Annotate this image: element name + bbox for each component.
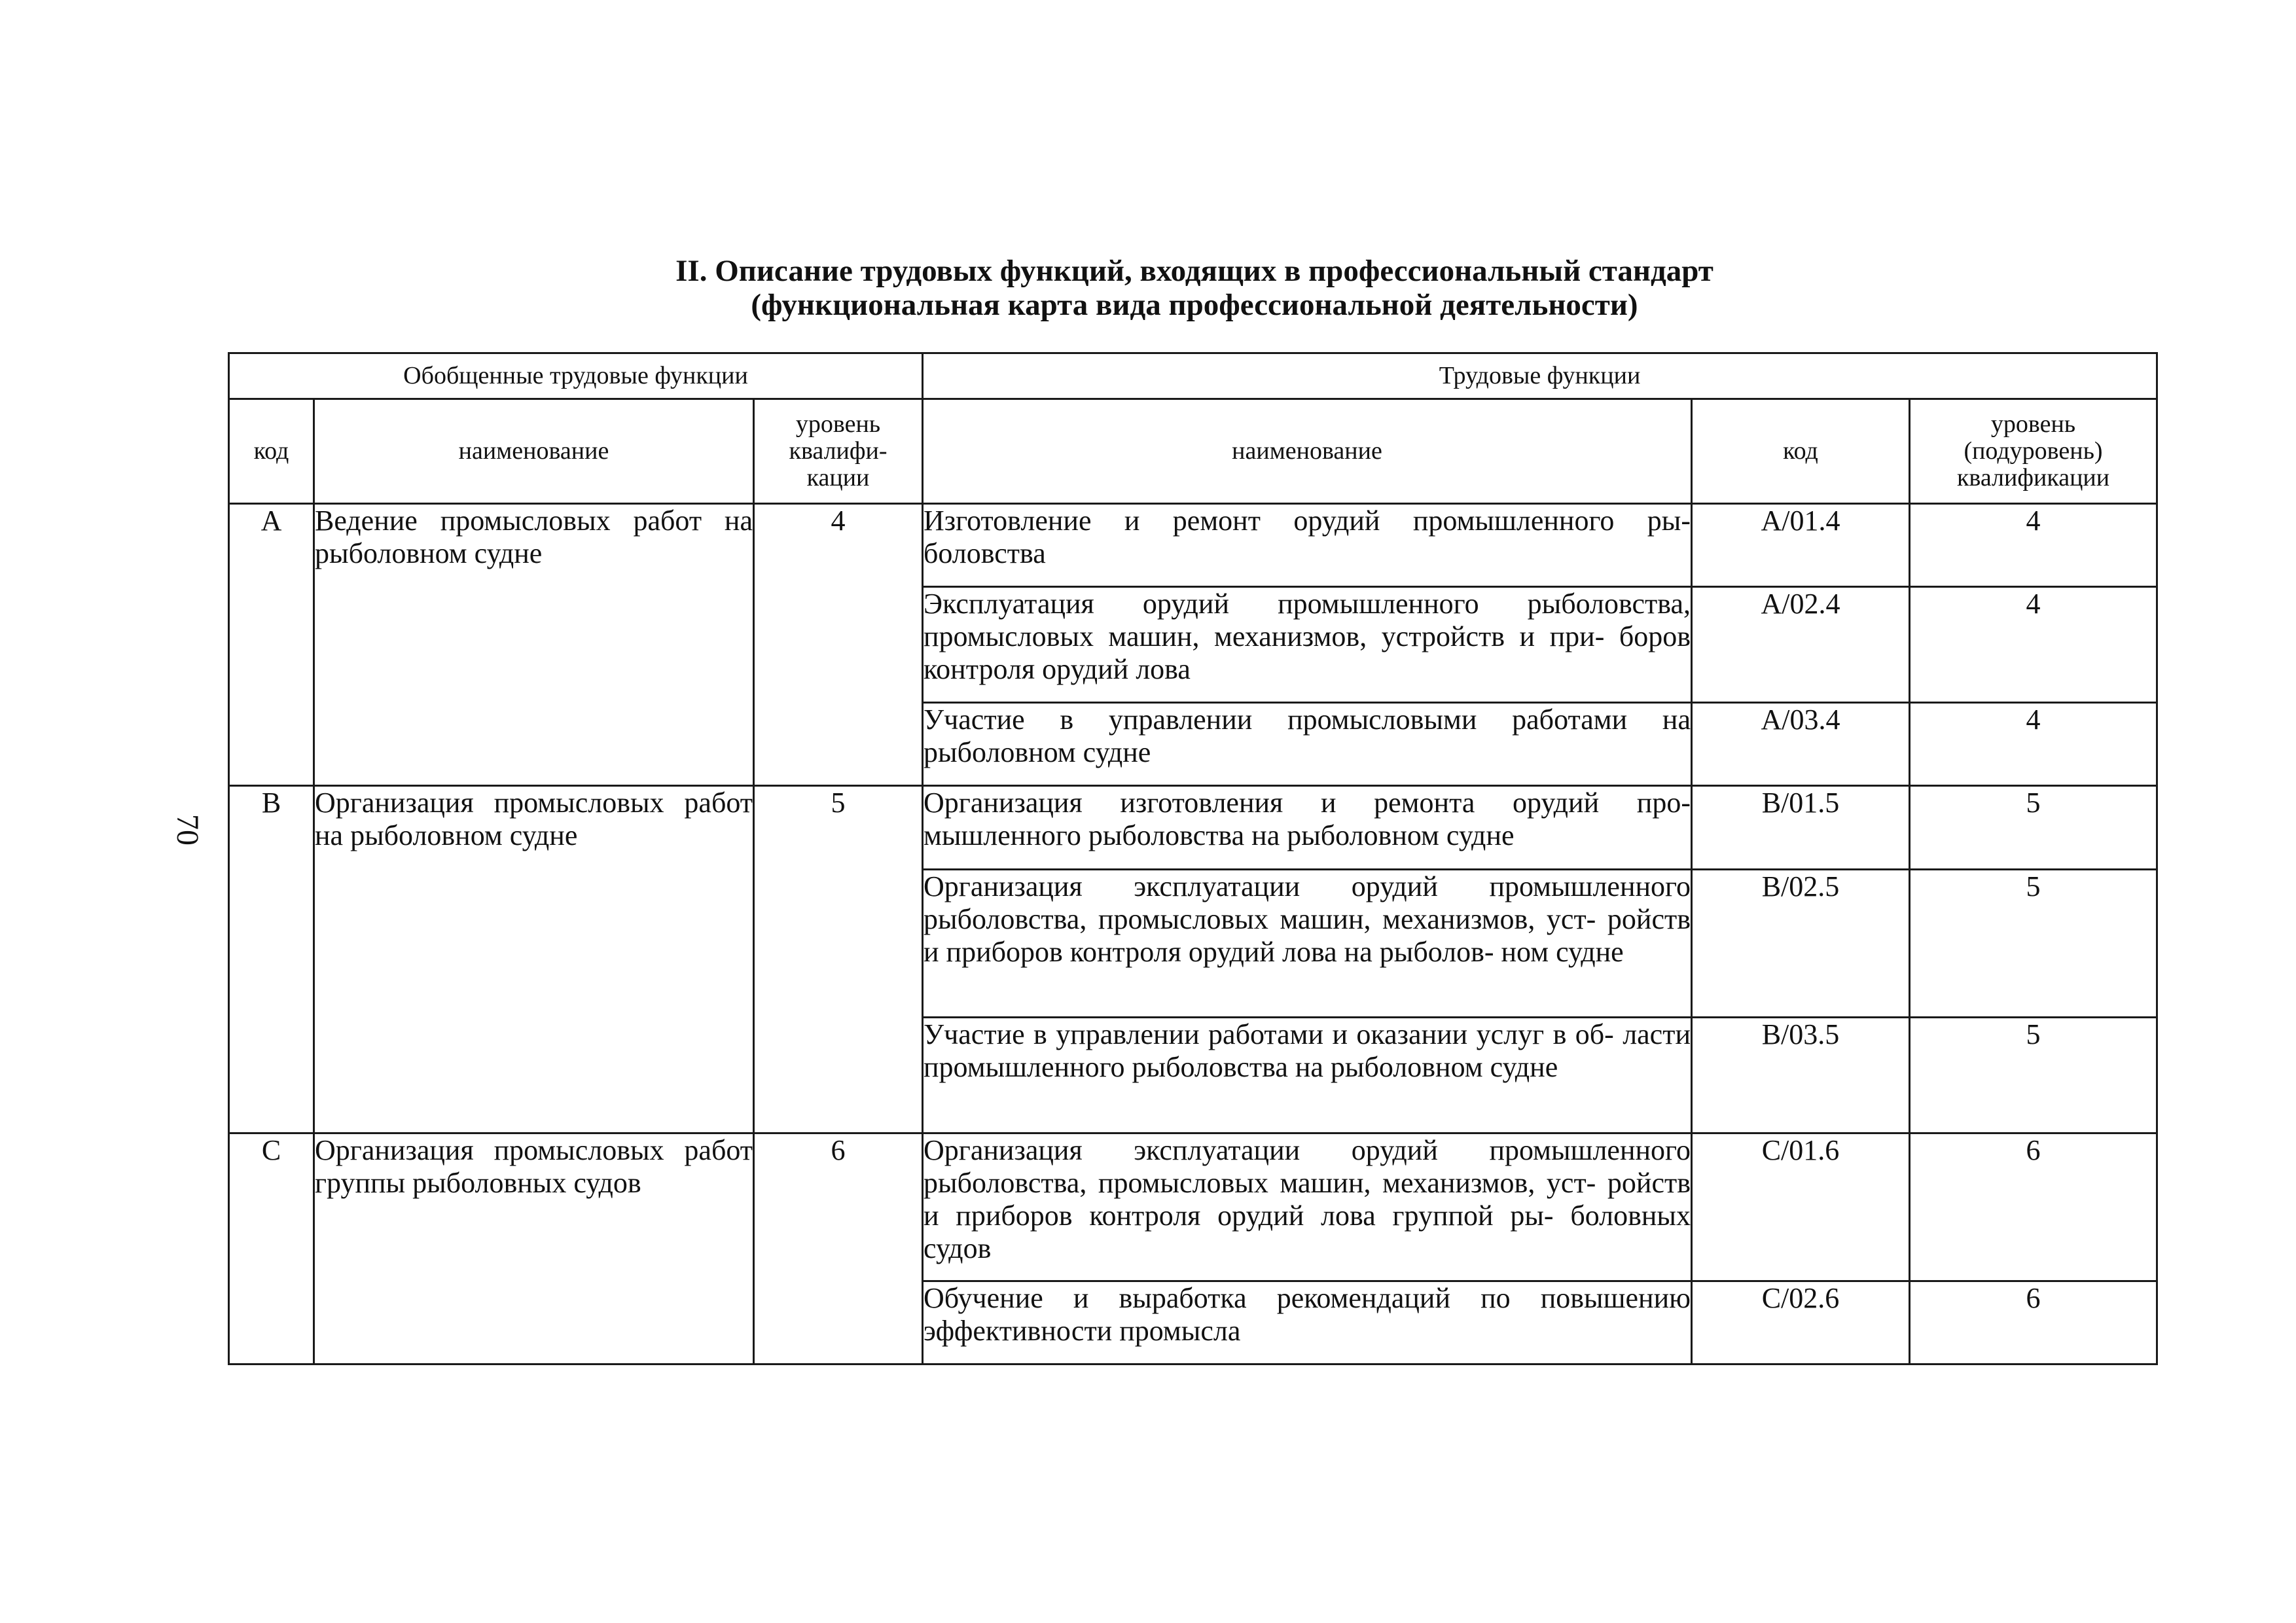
function-name-cell: Участие в управлении работами и оказании услуг в об- ласти промышленного рыболовства на рыболовном судне <box>923 1018 1692 1133</box>
group-name-cell: Ведение промысловых работ на рыболовном судне <box>314 504 754 786</box>
section-title <box>0 254 2296 322</box>
group-header-row <box>229 353 2157 399</box>
labor-functions-header: Трудовые функции <box>923 353 2157 399</box>
function-level-cell: 6 <box>1910 1133 2157 1281</box>
section-title-line-2: (функциональная карта вида профессиональной деятельности) <box>751 288 1638 322</box>
column-header-row <box>229 399 2157 504</box>
group-name-cell: Организация промысловых работ на рыболовном судне <box>314 786 754 1133</box>
column-header-function-name: наименование <box>923 399 1692 504</box>
function-level-cell: 4 <box>1910 703 2157 786</box>
group-level-cell: 4 <box>754 504 923 786</box>
function-level-cell: 6 <box>1910 1281 2157 1364</box>
section-title-line-1: II. Описание трудовых функций, входящих в профессиональный стандарт <box>675 254 1713 288</box>
table-row <box>229 504 2157 587</box>
function-code-cell: C/02.6 <box>1692 1281 1910 1364</box>
function-code-cell: C/01.6 <box>1692 1133 1910 1281</box>
function-code-cell: A/02.4 <box>1692 587 1910 703</box>
function-level-cell: 5 <box>1910 786 2157 870</box>
group-level-cell: 6 <box>754 1133 923 1364</box>
table-row <box>229 1133 2157 1281</box>
function-code-cell: B/02.5 <box>1692 870 1910 1018</box>
column-header-code: код <box>229 399 314 504</box>
functional-map-table <box>228 352 2158 1365</box>
group-code-cell: B <box>229 786 314 1133</box>
function-code-cell: A/03.4 <box>1692 703 1910 786</box>
page-number: 70 <box>170 814 205 846</box>
function-level-cell: 5 <box>1910 1018 2157 1133</box>
table-row <box>229 786 2157 870</box>
function-name-cell: Обучение и выработка рекомендаций по повышению эффективности промысла <box>923 1281 1692 1364</box>
column-header-sublevel: уровень (подуровень) квалификации <box>1910 399 2157 504</box>
function-code-cell: A/01.4 <box>1692 504 1910 587</box>
group-level-cell: 5 <box>754 786 923 1133</box>
function-name-cell: Организация эксплуатации орудий промышленного рыболовства, промысловых машин, механизмов, уст- ройств и приборов контроля орудий лова на рыболов- ном судне <box>923 870 1692 1018</box>
group-code-cell: A <box>229 504 314 786</box>
column-header-level: уровень квалифи- кации <box>754 399 923 504</box>
function-code-cell: B/01.5 <box>1692 786 1910 870</box>
function-name-cell: Организация изготовления и ремонта орудий про- мышленного рыболовства на рыболовном судне <box>923 786 1692 870</box>
function-name-cell: Эксплуатация орудий промышленного рыболовства, промысловых машин, механизмов, устройств и при- боров контроля орудий лова <box>923 587 1692 703</box>
function-level-cell: 4 <box>1910 587 2157 703</box>
column-header-name: наименование <box>314 399 754 504</box>
group-code-cell: C <box>229 1133 314 1364</box>
generalized-functions-header: Обобщенные трудовые функции <box>229 353 923 399</box>
function-level-cell: 5 <box>1910 870 2157 1018</box>
function-code-cell: B/03.5 <box>1692 1018 1910 1133</box>
function-name-cell: Участие в управлении промысловыми работами на рыболовном судне <box>923 703 1692 786</box>
function-level-cell: 4 <box>1910 504 2157 587</box>
column-header-function-code: код <box>1692 399 1910 504</box>
function-name-cell: Организация эксплуатации орудий промышленного рыболовства, промысловых машин, механизмов, уст- ройств и приборов контроля орудий лова группой ры- боловных судов <box>923 1133 1692 1281</box>
function-name-cell: Изготовление и ремонт орудий промышленного ры- боловства <box>923 504 1692 587</box>
group-name-cell: Организация промысловых работ группы рыболовных судов <box>314 1133 754 1364</box>
